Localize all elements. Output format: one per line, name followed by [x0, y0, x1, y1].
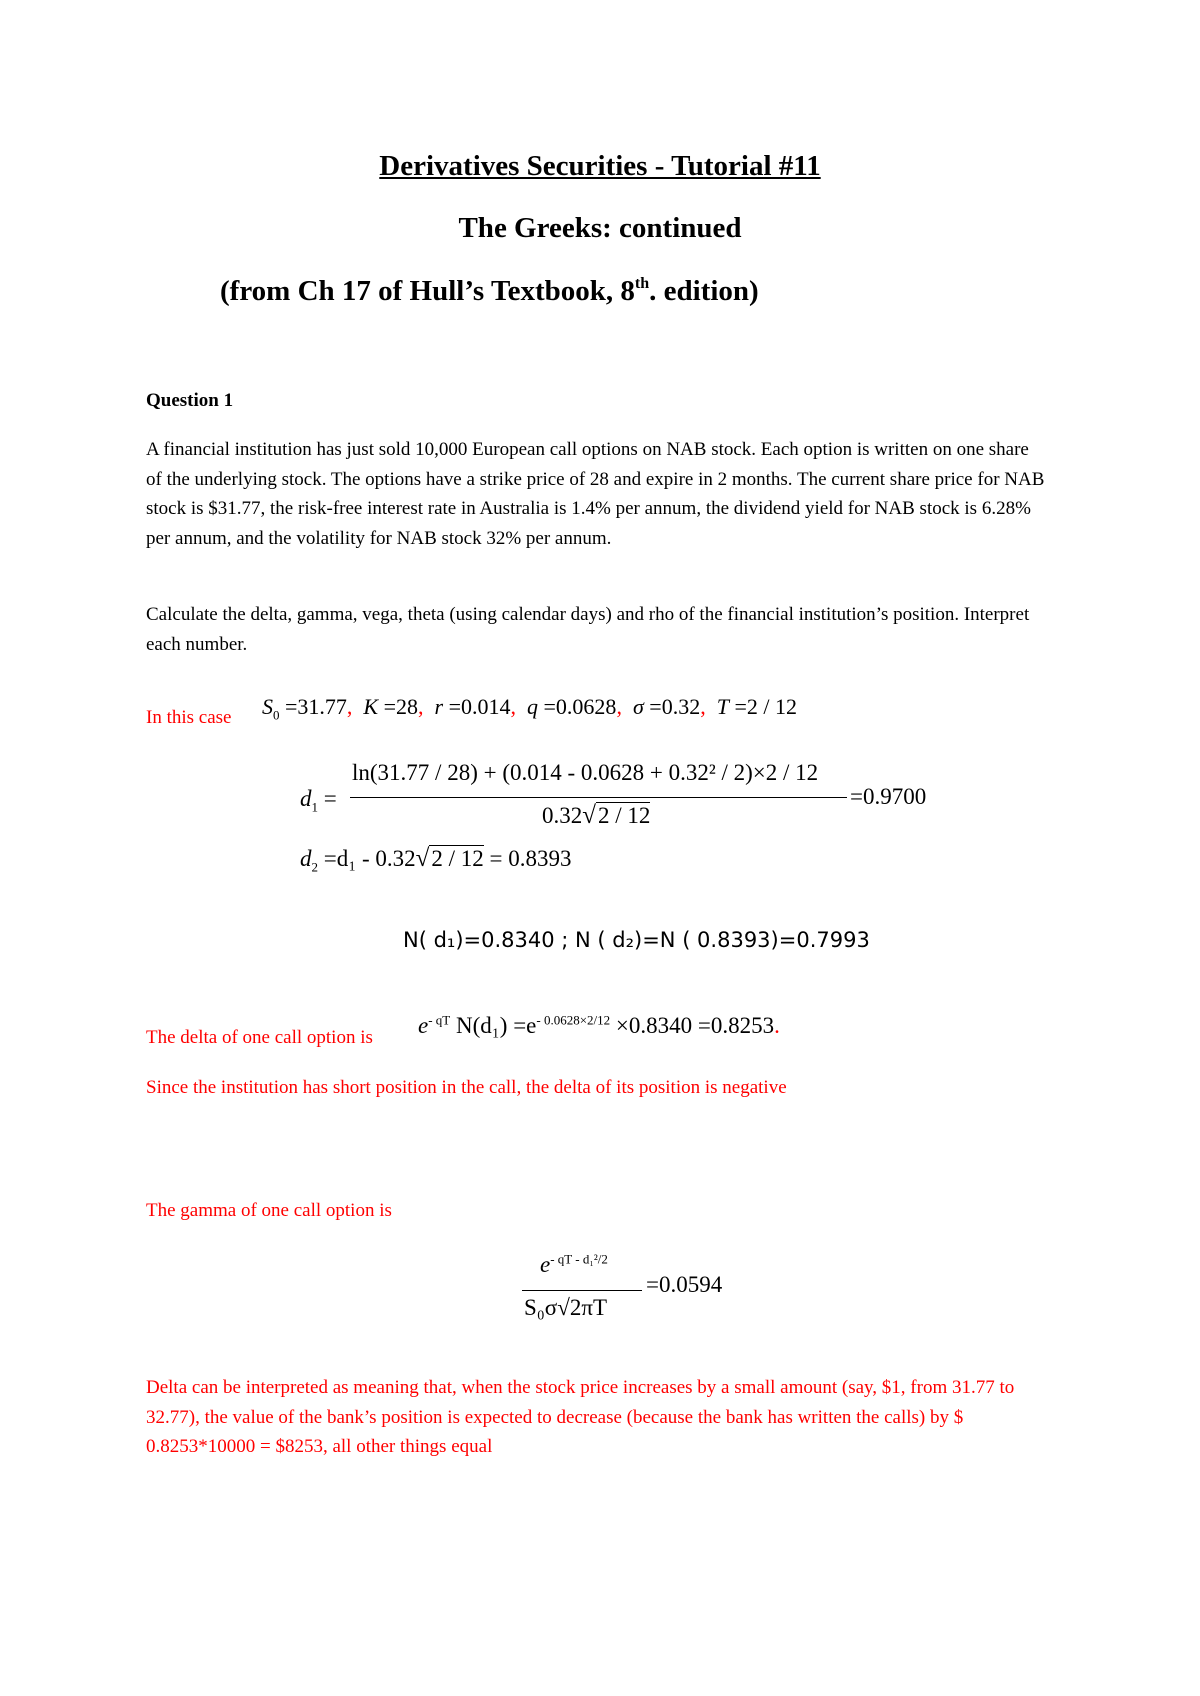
- document-title: Derivatives Securities - Tutorial #11: [379, 150, 821, 182]
- d1-denominator: 0.32√2 / 12: [542, 802, 651, 829]
- d2-mid: =d₁ - 0.32: [323, 846, 416, 871]
- task-text: Calculate the delta, gamma, vega, theta (using calendar days) and rho of the financial institution’s position. Interpret each number.: [146, 604, 1030, 655]
- param-r: =0.014: [448, 694, 511, 719]
- d1-numerator: ln(31.77 / 28) + (0.014 - 0.0628 + 0.32² / 2)×2 / 12: [352, 760, 819, 785]
- delta-exponent-2: - 0.0628×2/12: [536, 1012, 611, 1028]
- d1-fraction-bar: [350, 797, 847, 798]
- gamma-label: The gamma of one call option is: [146, 1200, 392, 1221]
- delta-equation: $e^{- qT}$ $N(d_1) =e^{- 0.0628\times 2/12} \times 0.8340 =0.8253$.: [418, 1012, 780, 1038]
- source-prefix: (from Ch 17 of Hull’s Textbook, 8: [220, 275, 635, 307]
- param-sigma: =0.32: [649, 694, 701, 719]
- delta-label: The delta of one call option is: [146, 1027, 373, 1048]
- gamma-numerator: $e^{- qT - d_1^2/2}$: [540, 1251, 608, 1277]
- d2-radicand: 2 / 12: [431, 846, 484, 871]
- document-subtitle: The Greeks: continued: [458, 212, 742, 244]
- gamma-numerator-exponent: - qT - d₁²/2: [550, 1251, 608, 1267]
- normal-cdf-values: N( d₁)=0.8340 ; N ( d₂)=N ( 0.8393)=0.7993: [403, 928, 870, 952]
- question-text: A financial institution has just sold 10,000 European call options on NAB stock. Each option is written on one share of the underlying stock. The options have a strike price of 28 and expire in 2 months. The current share price for NAB stock is $31.77, the risk-free interest rate in Australia is 1.4% per annum, the dividend yield for NAB stock is 6.28% per annum, and the volatility for NAB stock 32% per annum.: [146, 439, 1045, 549]
- d2-result: = 0.8393: [489, 846, 572, 871]
- d2-equation: $d_2 =d_1 - 0.32√2 / 12 = 0.8393$: [300, 845, 572, 875]
- d1-result: =0.9700: [850, 784, 927, 809]
- delta-mid: N(d₁) =e: [456, 1013, 537, 1038]
- delta-interpretation-text: Delta can be interpreted as meaning that, when the stock price increases by a small amount (say, $1, from 31.77 to 32.77), the value of the bank’s position is expected to decrease (because the bank has written the calls) by $ 0.8253*10000 = $8253, all other things equal: [146, 1377, 1015, 1457]
- param-k: =28: [383, 694, 419, 719]
- d1-label: $d_1$ =: [300, 786, 337, 815]
- delta-short-text: Since the institution has short position in the call, the delta of its position is negative: [146, 1077, 787, 1098]
- gamma-result: =0.0594: [646, 1272, 723, 1297]
- delta-exponent-1: - qT: [428, 1012, 451, 1028]
- question-heading: Question 1: [146, 390, 234, 411]
- source-suffix: . edition): [649, 275, 759, 307]
- param-q: =0.0628: [543, 694, 617, 719]
- gamma-denominator: S₀σ√2πT: [524, 1295, 607, 1320]
- parameters-equation: $S_0 =31.77$, K =28, r =0.014, q =0.0628, σ =0.32, T =2 / 12: [262, 694, 797, 723]
- d1-denominator-coef: 0.32: [542, 803, 583, 828]
- in-this-case-label: In this case: [146, 707, 232, 728]
- d1-denominator-radicand: 2 / 12: [597, 803, 651, 828]
- param-s0: =31.77: [285, 694, 347, 719]
- source-superscript: th: [634, 275, 650, 292]
- gamma-fraction-bar: [522, 1290, 642, 1291]
- source-reference: [220, 275, 759, 308]
- param-t: =2 / 12: [734, 694, 797, 719]
- delta-result: ×0.8340 =0.8253: [615, 1013, 775, 1038]
